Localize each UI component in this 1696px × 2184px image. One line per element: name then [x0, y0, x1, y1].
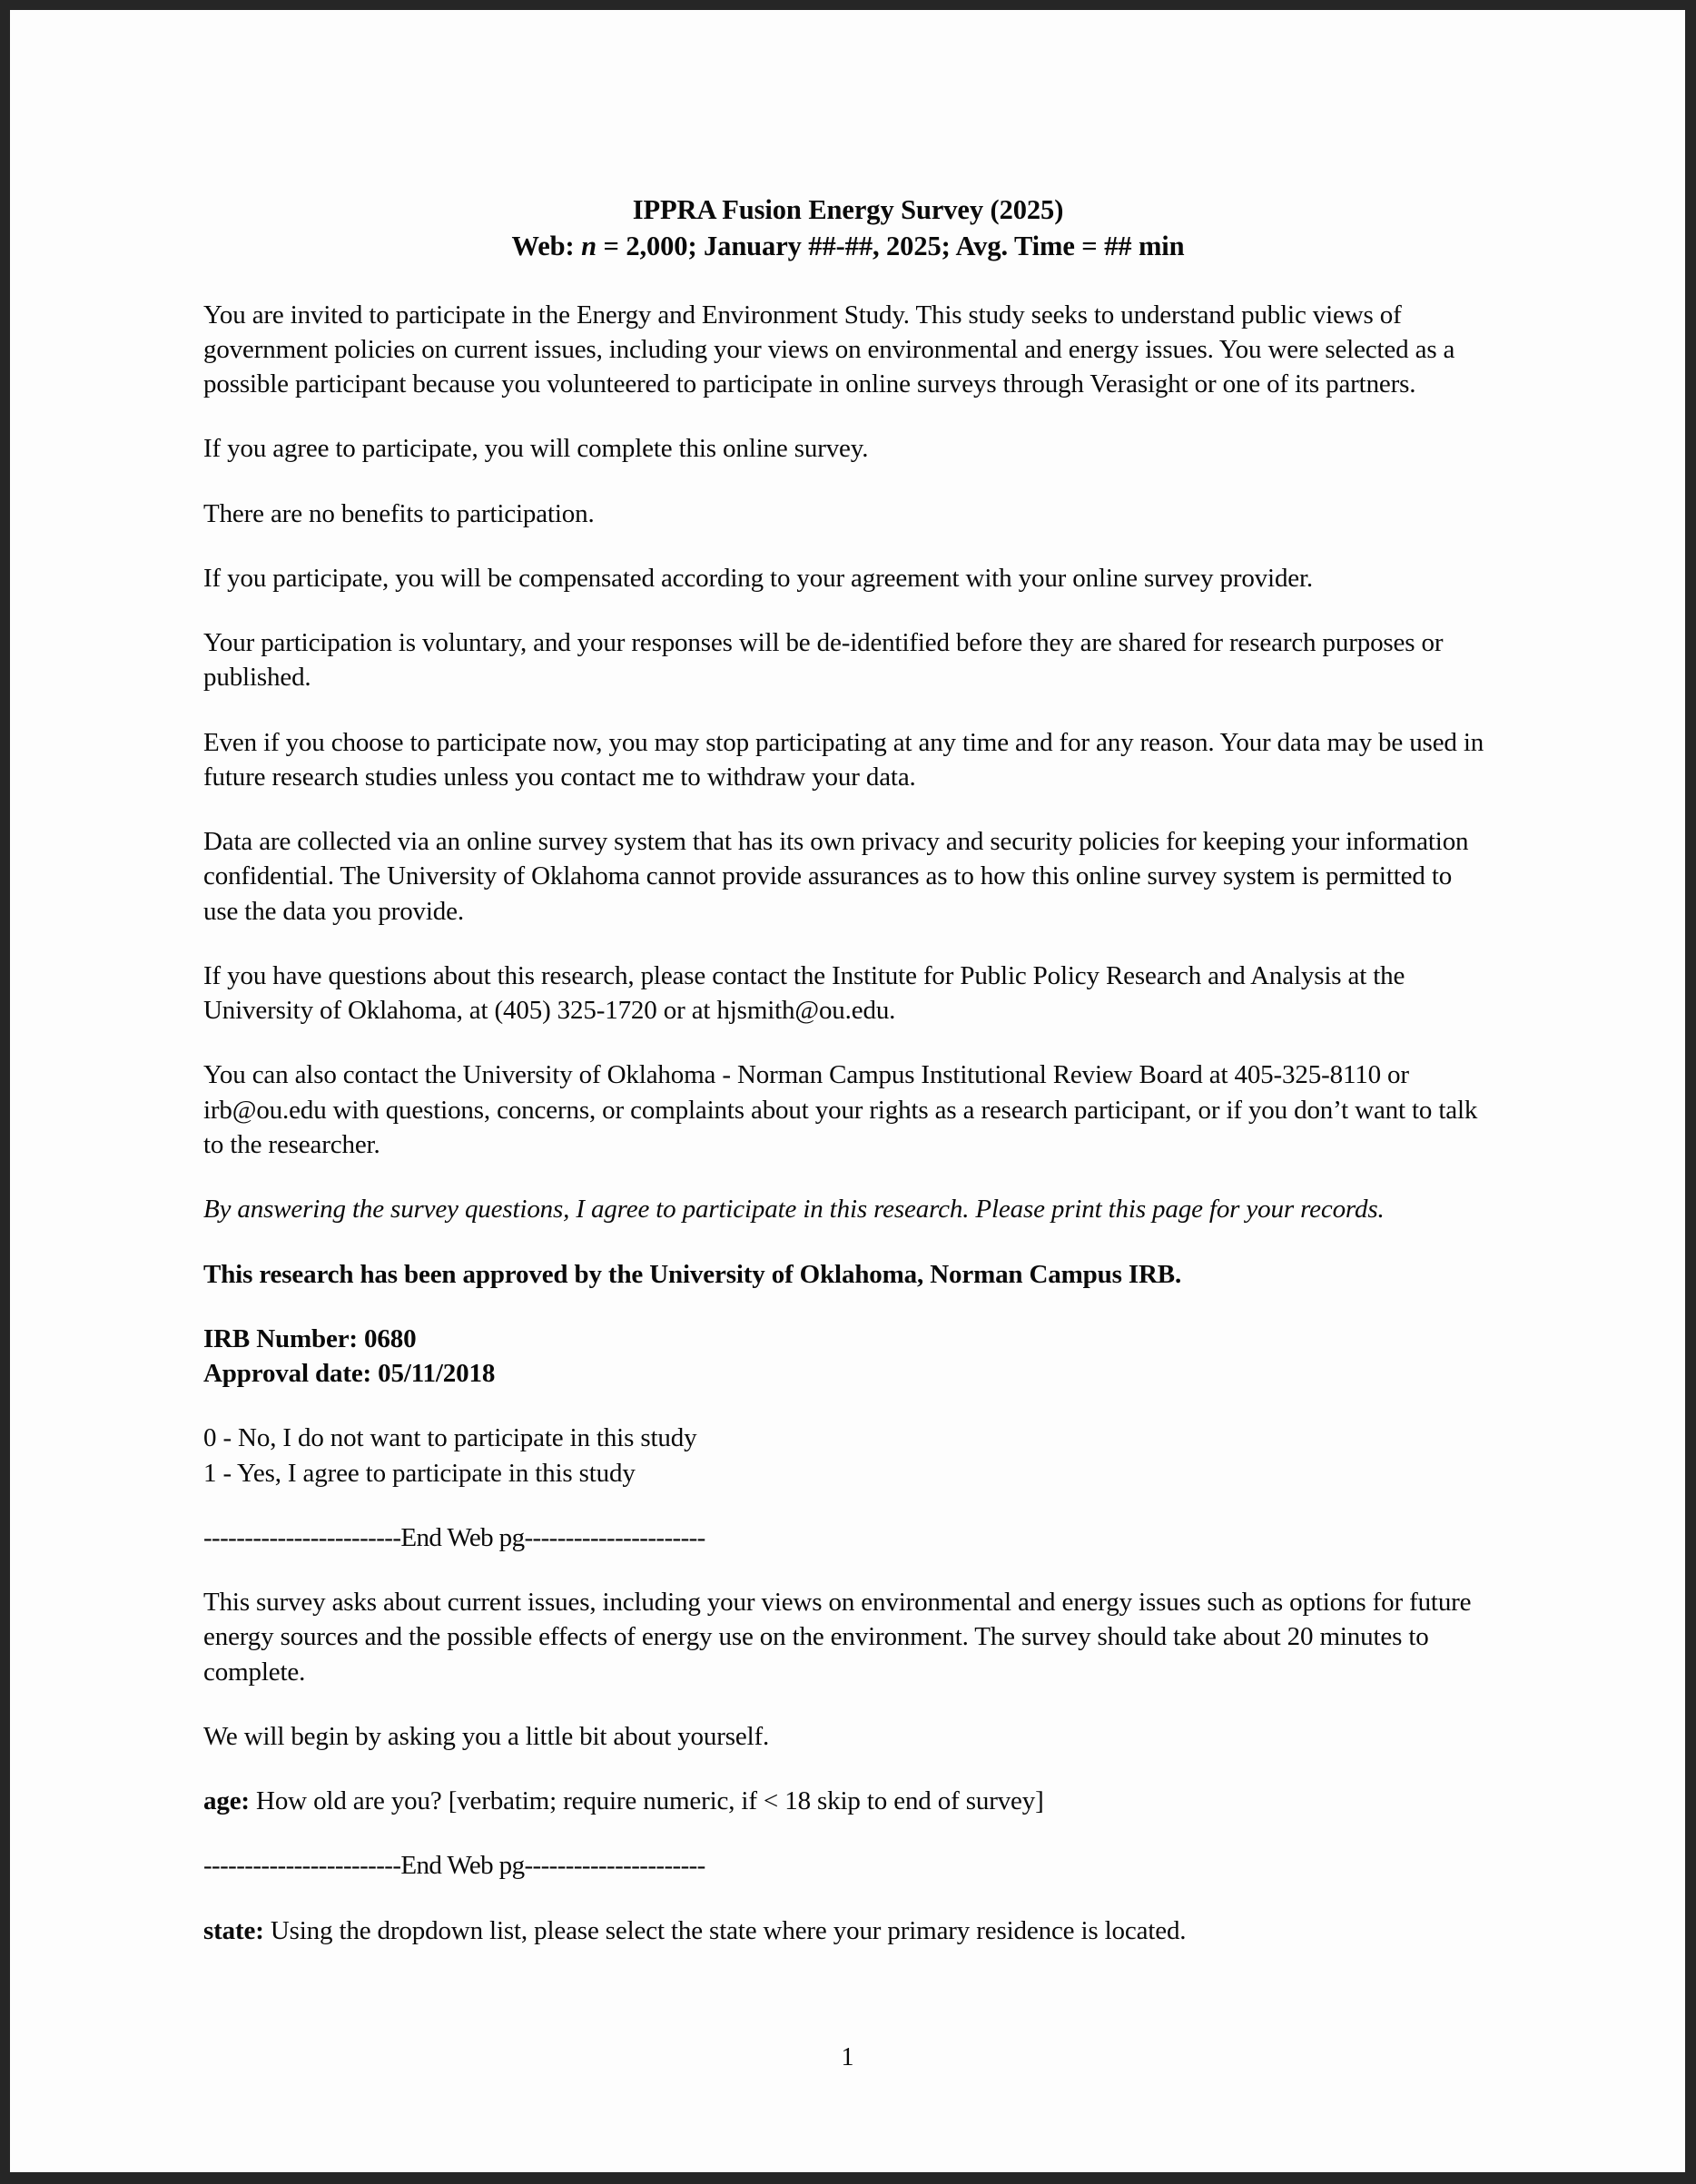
consent-response-options	[203, 1421, 1493, 1490]
paragraph-survey-transition: We will begin by asking you a little bit about yourself.	[203, 1721, 770, 1751]
spacer-after-options	[203, 1490, 1493, 1520]
question-age-label: age:	[203, 1786, 250, 1816]
consent-option-yes[interactable]: 1 - Yes, I agree to participate in this study	[203, 1458, 636, 1488]
question-age-text: How old are you? [verbatim; require numeric, if < 18 skip to end of survey]	[249, 1786, 1044, 1816]
subtitle-details: = 2,000; January ##-##, 2025; Avg. Time = ## min	[596, 231, 1185, 262]
paragraph-irb-contact: You can also contact the University of Oklahoma - Norman Campus Institutional Review Board at 405-325-8110 or irb@ou.edu with questions, concerns, or complaints about your rights as a research participant, or if you don’t want to talk to the researcher.	[203, 1060, 1478, 1160]
separator-end-web-page-2: ------------------------End Web pg----------------------	[203, 1851, 705, 1881]
separator-end-web-page-1: ------------------------End Web pg----------------------	[203, 1522, 705, 1552]
question-state-label: state:	[203, 1915, 264, 1945]
paragraph-voluntary: Your participation is voluntary, and your responses will be de-identified before they are shared for research purposes or published.	[203, 628, 1444, 693]
irb-details-block	[203, 1322, 1493, 1392]
paragraph-approval-statement: This research has been approved by the University of Oklahoma, Norman Campus IRB.	[203, 1259, 1182, 1289]
document-content	[203, 192, 1493, 1948]
paragraph-withdrawal: Even if you choose to participate now, you may stop participating at any time and for any reason. Your data may be used in future research studies unless you contact me to withdraw your data.	[203, 727, 1484, 792]
paragraph-procedure: If you agree to participate, you will complete this online survey.	[203, 434, 869, 464]
spacer-after-irb-details	[203, 1391, 1493, 1421]
consent-body	[203, 298, 1493, 1949]
paragraph-invitation: You are invited to participate in the Energy and Environment Study. This study seeks to understand public views of government policies on current issues, including your views on environmental and energy issues. You were selected as a possible participant because you volunteered to participate in online surveys through Verasight or one of its partners.	[203, 300, 1455, 399]
subtitle-prefix: Web:	[511, 231, 582, 262]
paragraph-survey-description: This survey asks about current issues, including your views on environmental and energy issues such as options for future energy sources and the possible effects of energy use on the environment. The survey should take about 20 minutes to complete.	[203, 1588, 1472, 1687]
document-page	[10, 10, 1685, 2172]
consent-option-no[interactable]: 0 - No, I do not want to participate in this study	[203, 1423, 697, 1453]
question-state-text: Using the dropdown list, please select the state where your primary residence is located.	[263, 1915, 1187, 1945]
approval-date-line: Approval date: 05/11/2018	[203, 1359, 496, 1389]
irb-number-line: IRB Number: 0680	[203, 1323, 417, 1353]
page-number: 1	[841, 2043, 854, 2071]
subtitle-sample-size-symbol: n	[581, 231, 597, 262]
paragraph-benefits: There are no benefits to participation.	[203, 498, 595, 528]
document-title: IPPRA Fusion Energy Survey (2025)	[632, 194, 1064, 225]
question-age	[203, 1784, 1493, 1818]
paragraph-compensation: If you participate, you will be compensated according to your agreement with your online survey provider.	[203, 563, 1314, 593]
paragraph-confidentiality: Data are collected via an online survey system that has its own privacy and security policies for keeping your information confidential. The University of Oklahoma cannot provide assurances as to how this online survey system is permitted to use the data you provide.	[203, 827, 1469, 926]
question-state	[203, 1913, 1493, 1948]
document-subtitle	[203, 228, 1493, 264]
paragraph-agreement-statement: By answering the survey questions, I agree to participate in this research. Please print this page for your records.	[203, 1195, 1385, 1225]
document-header	[203, 192, 1493, 265]
paragraph-researcher-contact: If you have questions about this research, please contact the Institute for Public Policy Research and Analysis at the University of Oklahoma, at (405) 325-1720 or at hjsmith@ou.edu.	[203, 960, 1405, 1026]
